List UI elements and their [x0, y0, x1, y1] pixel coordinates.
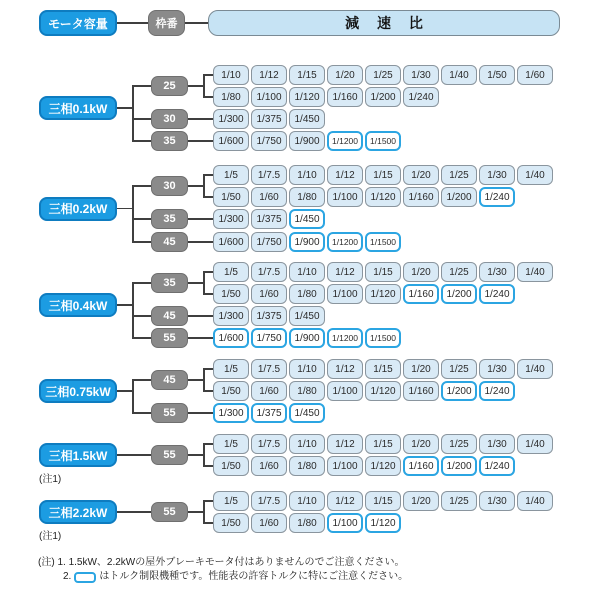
ratio-box-1-80: 1/80	[289, 381, 325, 401]
frame-box-35: 35	[151, 209, 188, 229]
ratio-box-1-30: 1/30	[479, 262, 515, 282]
connector-line	[133, 85, 151, 87]
connector-line	[204, 96, 213, 98]
ratio-box-1-160: 1/160	[403, 456, 439, 476]
ratio-box-1-25: 1/25	[441, 262, 477, 282]
ratio-box-1-100: 1/100	[327, 284, 363, 304]
footnote-2-text: はトルク制限機種です。性能表の許容トルクに特にご注意ください。	[99, 571, 409, 582]
connector-line	[188, 218, 213, 220]
ratio-box-1-15: 1/15	[365, 262, 401, 282]
ratio-box-1-7.5: 1/7.5	[251, 165, 287, 185]
connector-line	[117, 304, 133, 306]
ratio-box-1-7.5: 1/7.5	[251, 434, 287, 454]
ratio-box-1-10: 1/10	[289, 262, 325, 282]
connector-line	[188, 140, 213, 142]
ratio-box-1-1200: 1/1200	[327, 232, 363, 252]
connector-line	[117, 107, 133, 109]
connector-line	[133, 118, 151, 120]
footnote-2	[63, 570, 408, 584]
connector-line	[117, 511, 151, 513]
ratio-box-1-900: 1/900	[289, 328, 325, 348]
connector-line	[204, 500, 213, 502]
ratio-box-1-1500: 1/1500	[365, 232, 401, 252]
ratio-box-1-240: 1/240	[403, 87, 439, 107]
ratio-box-1-1500: 1/1500	[365, 131, 401, 151]
connector-line	[117, 22, 148, 24]
connector-line	[204, 368, 213, 370]
ratio-box-1-80: 1/80	[213, 87, 249, 107]
connector-line	[133, 241, 151, 243]
frame-box-30: 30	[151, 109, 188, 129]
ratio-box-1-20: 1/20	[403, 434, 439, 454]
connector-line	[117, 208, 133, 210]
ratio-box-1-10: 1/10	[289, 434, 325, 454]
ratio-box-1-30: 1/30	[403, 65, 439, 85]
ratio-box-1-600: 1/600	[213, 328, 249, 348]
connector-line	[133, 218, 151, 220]
ratio-box-1-600: 1/600	[213, 232, 249, 252]
connector-line	[188, 315, 213, 317]
connector-line	[203, 74, 205, 98]
ratio-box-1-200: 1/200	[441, 456, 477, 476]
ratio-box-1-900: 1/900	[289, 232, 325, 252]
motor-box-s3: 三相0.4kW	[39, 293, 117, 317]
ratio-box-1-50: 1/50	[479, 65, 515, 85]
ratio-box-1-5: 1/5	[213, 491, 249, 511]
ratio-box-1-1500: 1/1500	[365, 328, 401, 348]
ratio-box-1-12: 1/12	[327, 434, 363, 454]
frame-box-35: 35	[151, 131, 188, 151]
ratio-box-1-120: 1/120	[289, 87, 325, 107]
ratio-box-1-80: 1/80	[289, 456, 325, 476]
connector-line	[188, 118, 213, 120]
ratio-box-1-25: 1/25	[441, 359, 477, 379]
ratio-box-1-15: 1/15	[365, 491, 401, 511]
ratio-box-1-200: 1/200	[441, 381, 477, 401]
ratio-box-1-100: 1/100	[327, 513, 363, 533]
ratio-box-1-25: 1/25	[441, 491, 477, 511]
connector-line	[132, 85, 134, 142]
connector-line	[185, 22, 208, 24]
ratio-box-1-40: 1/40	[517, 359, 553, 379]
connector-line	[188, 337, 213, 339]
frame-box-55: 55	[151, 403, 188, 423]
ratio-box-1-100: 1/100	[327, 381, 363, 401]
connector-line	[133, 315, 151, 317]
ratio-box-1-1200: 1/1200	[327, 328, 363, 348]
ratio-box-1-450: 1/450	[289, 109, 325, 129]
ratio-box-1-80: 1/80	[289, 513, 325, 533]
ratio-box-1-60: 1/60	[251, 456, 287, 476]
torque-limited-legend-box-icon	[74, 572, 96, 583]
motor-box-s5: 三相1.5kW	[39, 443, 117, 467]
frame-box-25: 25	[151, 76, 188, 96]
ratio-box-1-25: 1/25	[441, 434, 477, 454]
frame-box-55: 55	[151, 328, 188, 348]
ratio-box-1-40: 1/40	[517, 165, 553, 185]
ratio-box-1-160: 1/160	[327, 87, 363, 107]
ratio-box-1-10: 1/10	[289, 165, 325, 185]
ratio-box-1-300: 1/300	[213, 403, 249, 423]
motor-note-ref-s6: (注1)	[39, 531, 62, 542]
ratio-box-1-375: 1/375	[251, 109, 287, 129]
ratio-box-1-15: 1/15	[365, 165, 401, 185]
connector-line	[203, 174, 205, 198]
ratio-box-1-40: 1/40	[517, 434, 553, 454]
reduction-ratio-header-label: 減 速 比	[345, 15, 430, 31]
motor-note-ref-s5: (注1)	[39, 474, 62, 485]
ratio-box-1-10: 1/10	[289, 491, 325, 511]
ratio-box-1-450: 1/450	[289, 209, 325, 229]
motor-box-s2: 三相0.2kW	[39, 197, 117, 221]
connector-line	[133, 140, 151, 142]
ratio-box-1-160: 1/160	[403, 381, 439, 401]
ratio-box-1-160: 1/160	[403, 187, 439, 207]
ratio-box-1-15: 1/15	[289, 65, 325, 85]
frame-box-30: 30	[151, 176, 188, 196]
ratio-box-1-60: 1/60	[251, 284, 287, 304]
ratio-box-1-50: 1/50	[213, 187, 249, 207]
connector-line	[133, 282, 151, 284]
ratio-box-1-240: 1/240	[479, 187, 515, 207]
ratio-box-1-200: 1/200	[441, 284, 477, 304]
connector-line	[204, 522, 213, 524]
connector-line	[132, 282, 134, 339]
ratio-box-1-200: 1/200	[441, 187, 477, 207]
ratio-box-1-375: 1/375	[251, 403, 287, 423]
ratio-box-1-120: 1/120	[365, 513, 401, 533]
ratio-box-1-450: 1/450	[289, 306, 325, 326]
connector-line	[188, 511, 204, 513]
ratio-box-1-25: 1/25	[365, 65, 401, 85]
ratio-box-1-7.5: 1/7.5	[251, 491, 287, 511]
motor-box-s6: 三相2.2kW	[39, 500, 117, 524]
ratio-box-1-900: 1/900	[289, 131, 325, 151]
ratio-box-1-30: 1/30	[479, 491, 515, 511]
ratio-box-1-30: 1/30	[479, 359, 515, 379]
ratio-box-1-120: 1/120	[365, 187, 401, 207]
connector-line	[133, 379, 151, 381]
connector-line	[204, 271, 213, 273]
connector-line	[203, 368, 205, 392]
ratio-box-1-20: 1/20	[403, 165, 439, 185]
connector-line	[204, 390, 213, 392]
footnote-1	[38, 556, 408, 570]
ratio-box-1-20: 1/20	[327, 65, 363, 85]
connector-line	[204, 443, 213, 445]
connector-line	[117, 454, 151, 456]
connector-line	[204, 465, 213, 467]
frame-box-45: 45	[151, 232, 188, 252]
ratio-box-1-40: 1/40	[441, 65, 477, 85]
ratio-box-1-240: 1/240	[479, 284, 515, 304]
ratio-box-1-5: 1/5	[213, 262, 249, 282]
ratio-box-1-50: 1/50	[213, 284, 249, 304]
ratio-box-1-80: 1/80	[289, 187, 325, 207]
reduction-ratio-header-bar	[208, 10, 560, 36]
ratio-box-1-12: 1/12	[327, 165, 363, 185]
ratio-box-1-200: 1/200	[365, 87, 401, 107]
ratio-box-1-750: 1/750	[251, 232, 287, 252]
ratio-box-1-375: 1/375	[251, 209, 287, 229]
motor-capacity-header-box	[39, 10, 117, 36]
ratio-box-1-60: 1/60	[517, 65, 553, 85]
ratio-box-1-10: 1/10	[289, 359, 325, 379]
ratio-box-1-120: 1/120	[365, 381, 401, 401]
footnote-prefix: (注)	[38, 557, 55, 568]
frame-number-header-box	[148, 10, 185, 36]
ratio-box-1-12: 1/12	[327, 359, 363, 379]
ratio-box-1-7.5: 1/7.5	[251, 359, 287, 379]
connector-line	[133, 412, 151, 414]
ratio-box-1-450: 1/450	[289, 403, 325, 423]
ratio-box-1-50: 1/50	[213, 381, 249, 401]
ratio-box-1-10: 1/10	[213, 65, 249, 85]
ratio-box-1-160: 1/160	[403, 284, 439, 304]
footnotes	[38, 556, 408, 584]
ratio-box-1-100: 1/100	[327, 456, 363, 476]
connector-line	[133, 185, 151, 187]
ratio-box-1-750: 1/750	[251, 131, 287, 151]
ratio-box-1-50: 1/50	[213, 513, 249, 533]
connector-line	[204, 74, 213, 76]
ratio-box-1-300: 1/300	[213, 306, 249, 326]
ratio-box-1-40: 1/40	[517, 491, 553, 511]
ratio-box-1-600: 1/600	[213, 131, 249, 151]
ratio-box-1-60: 1/60	[251, 381, 287, 401]
footnote-2-number: 2.	[63, 571, 72, 582]
frame-box-45: 45	[151, 370, 188, 390]
ratio-box-1-375: 1/375	[251, 306, 287, 326]
ratio-box-1-40: 1/40	[517, 262, 553, 282]
ratio-box-1-60: 1/60	[251, 513, 287, 533]
frame-number-header-label: 枠番	[155, 18, 178, 30]
ratio-box-1-5: 1/5	[213, 359, 249, 379]
ratio-box-1-20: 1/20	[403, 491, 439, 511]
ratio-box-1-300: 1/300	[213, 209, 249, 229]
ratio-box-1-30: 1/30	[479, 434, 515, 454]
connector-line	[203, 500, 205, 524]
ratio-box-1-60: 1/60	[251, 187, 287, 207]
connector-line	[204, 174, 213, 176]
connector-line	[188, 454, 204, 456]
connector-line	[188, 85, 204, 87]
motor-box-s1: 三相0.1kW	[39, 96, 117, 120]
ratio-box-1-120: 1/120	[365, 456, 401, 476]
connector-line	[188, 412, 213, 414]
ratio-box-1-80: 1/80	[289, 284, 325, 304]
connector-line	[132, 379, 134, 414]
ratio-box-1-12: 1/12	[327, 262, 363, 282]
connector-line	[203, 443, 205, 467]
connector-line	[188, 185, 204, 187]
ratio-box-1-1200: 1/1200	[327, 131, 363, 151]
connector-line	[117, 390, 133, 392]
frame-box-45: 45	[151, 306, 188, 326]
connector-line	[204, 196, 213, 198]
motor-box-s4: 三相0.75kW	[39, 379, 117, 403]
ratio-box-1-15: 1/15	[365, 434, 401, 454]
ratio-box-1-100: 1/100	[251, 87, 287, 107]
ratio-box-1-750: 1/750	[251, 328, 287, 348]
ratio-box-1-12: 1/12	[251, 65, 287, 85]
ratio-box-1-50: 1/50	[213, 456, 249, 476]
motor-capacity-header-label: モータ容量	[48, 16, 108, 31]
frame-box-35: 35	[151, 273, 188, 293]
connector-line	[203, 271, 205, 295]
ratio-box-1-12: 1/12	[327, 491, 363, 511]
ratio-box-1-25: 1/25	[441, 165, 477, 185]
ratio-box-1-5: 1/5	[213, 165, 249, 185]
ratio-box-1-5: 1/5	[213, 434, 249, 454]
ratio-box-1-120: 1/120	[365, 284, 401, 304]
frame-box-55: 55	[151, 502, 188, 522]
frame-box-55: 55	[151, 445, 188, 465]
connector-line	[204, 293, 213, 295]
ratio-box-1-100: 1/100	[327, 187, 363, 207]
connector-line	[188, 379, 204, 381]
footnote-1-text: 1. 1.5kW、2.2kWの屋外ブレーキモータ付はありませんのでご注意ください。	[57, 557, 405, 568]
connector-line	[188, 282, 204, 284]
ratio-box-1-240: 1/240	[479, 381, 515, 401]
ratio-box-1-20: 1/20	[403, 359, 439, 379]
ratio-box-1-20: 1/20	[403, 262, 439, 282]
ratio-box-1-240: 1/240	[479, 456, 515, 476]
ratio-box-1-7.5: 1/7.5	[251, 262, 287, 282]
connector-line	[188, 241, 213, 243]
connector-line	[133, 337, 151, 339]
ratio-box-1-300: 1/300	[213, 109, 249, 129]
connector-line	[132, 185, 134, 243]
ratio-box-1-30: 1/30	[479, 165, 515, 185]
ratio-box-1-15: 1/15	[365, 359, 401, 379]
